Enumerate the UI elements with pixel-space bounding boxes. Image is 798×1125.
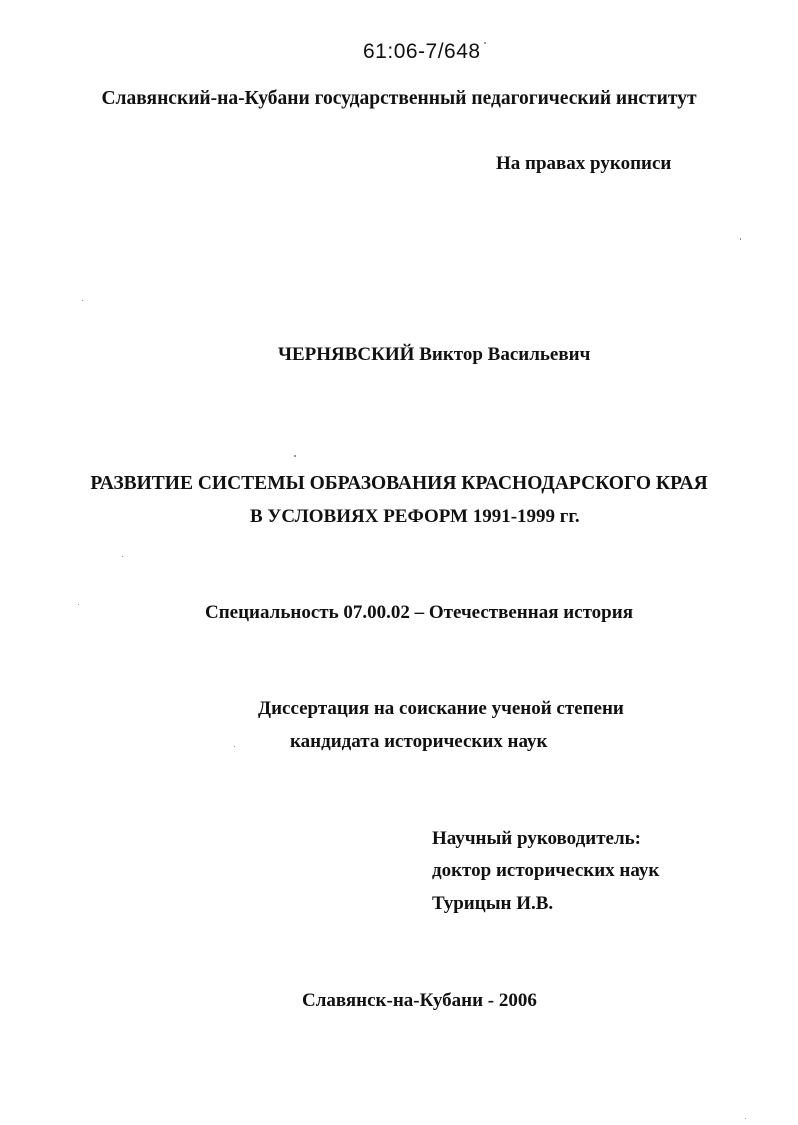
scan-speck [82, 300, 83, 301]
dissertation-degree-line-1: Диссертация на соискание ученой степени [258, 698, 624, 719]
supervisor-label: Научный руководитель: [432, 828, 641, 849]
scan-speck [740, 238, 741, 240]
dissertation-title-line-2: В УСЛОВИЯХ РЕФОРМ 1991-1999 гг. [250, 506, 580, 527]
scan-speck [484, 42, 486, 44]
scan-speck [122, 556, 123, 557]
author-given-names: Виктор Васильевич [419, 344, 591, 365]
archive-stamp-number: 61:06-7/648 [363, 40, 481, 63]
supervisor-degree: доктор исторических наук [432, 860, 660, 881]
author-name [278, 344, 590, 366]
scan-speck [78, 604, 79, 605]
author-surname: ЧЕРНЯВСКИЙ [278, 344, 415, 365]
scan-speck [294, 455, 296, 457]
scan-speck [745, 1118, 746, 1119]
scan-speck [234, 746, 235, 747]
place-and-year: Славянск-на-Кубани - 2006 [302, 990, 537, 1011]
dissertation-degree-line-2: кандидата исторических наук [290, 731, 548, 752]
specialty: Специальность 07.00.02 – Отечественная история [205, 602, 633, 623]
institution-name: Славянский-на-Кубани государственный педагогический институт [101, 88, 697, 109]
supervisor-name: Турицын И.В. [432, 893, 554, 914]
manuscript-note: На правах рукописи [496, 153, 672, 174]
dissertation-title-line-1: РАЗВИТИЕ СИСТЕМЫ ОБРАЗОВАНИЯ КРАСНОДАРСКОГО КРАЯ [90, 473, 708, 494]
